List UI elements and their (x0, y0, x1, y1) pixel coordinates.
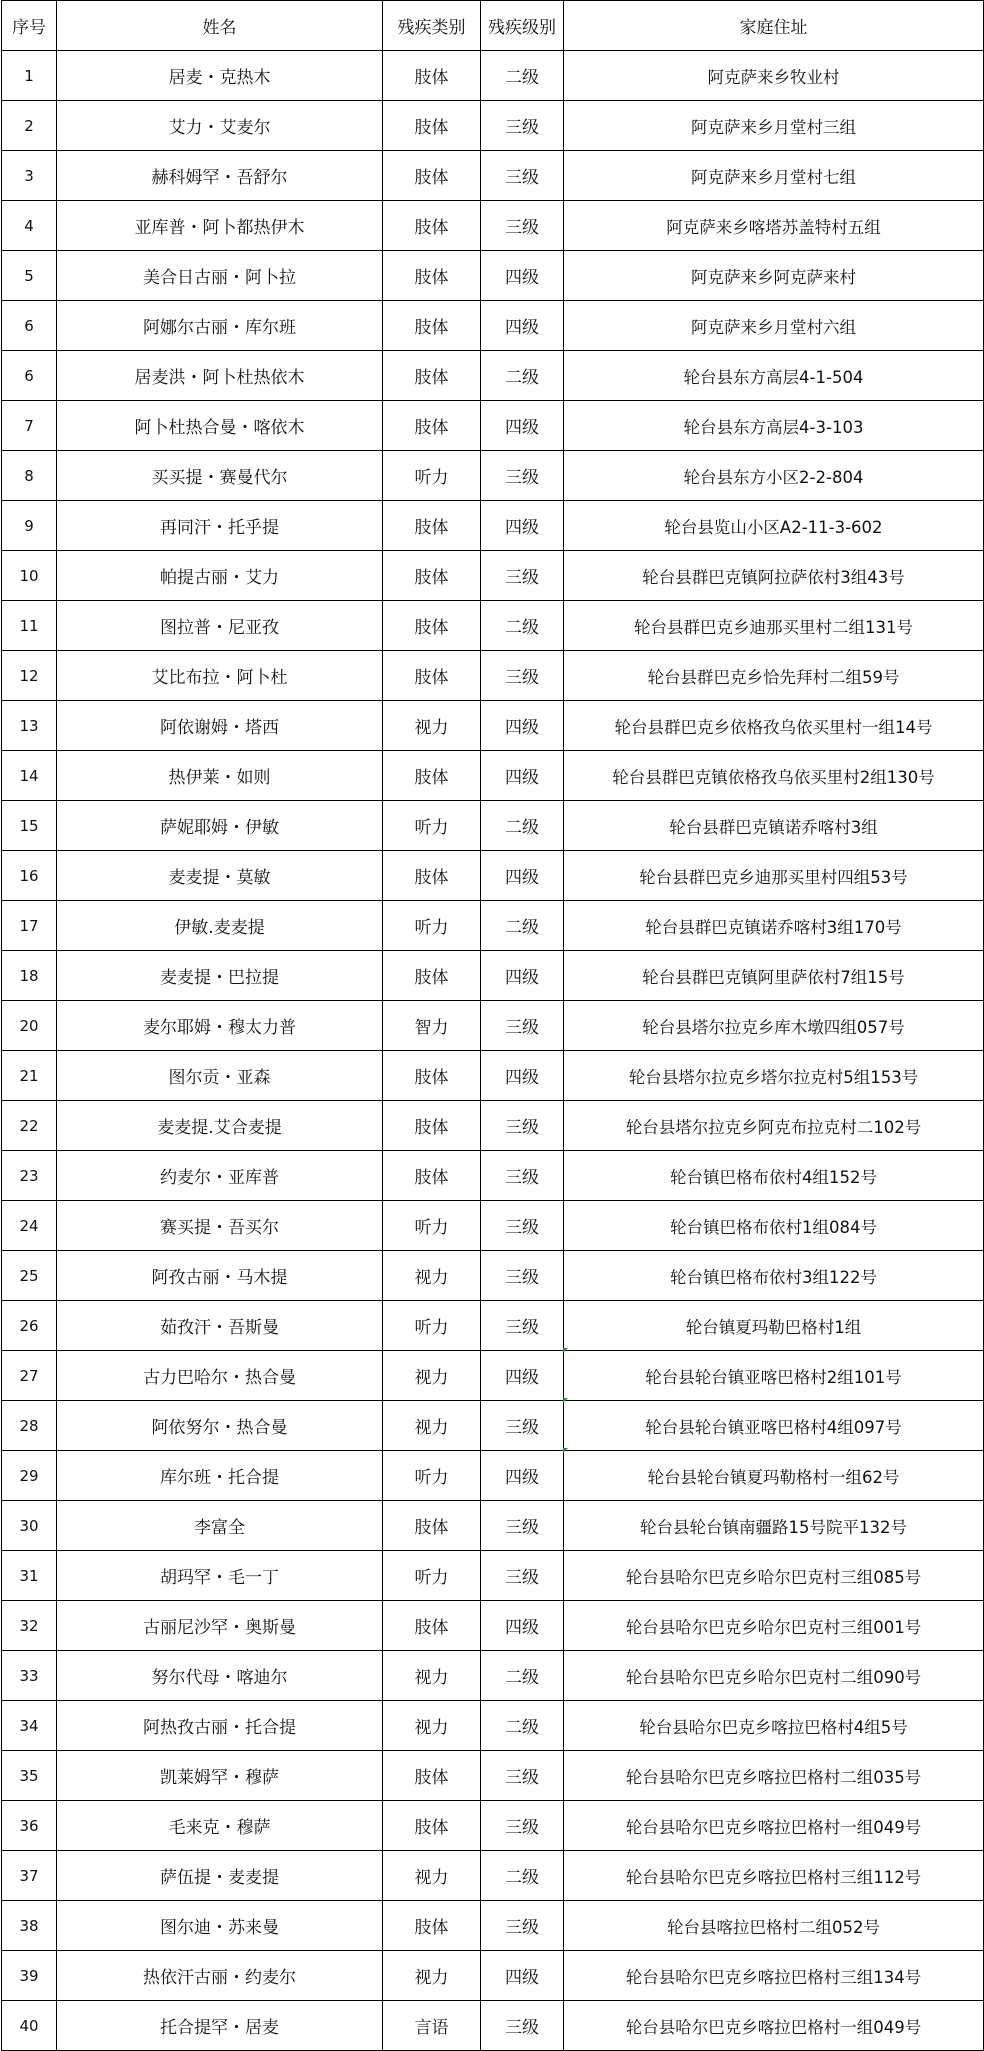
table-row (2, 351, 984, 401)
home-address-cell: 轮台县哈尔巴克乡哈尔巴克村三组001号 (564, 1601, 984, 1651)
table-row (2, 1751, 984, 1801)
disability-level-cell: 三级 (481, 1401, 564, 1451)
disability-category-cell: 肢体 (383, 1801, 481, 1851)
disability-level-cell: 二级 (481, 1701, 564, 1751)
table-row (2, 1551, 984, 1601)
name-cell: 托合提罕・居麦 (57, 2001, 383, 2051)
name-cell: 毛来克・穆萨 (57, 1801, 383, 1851)
disability-level-cell: 四级 (481, 1051, 564, 1101)
serial-number-cell: 27 (2, 1351, 57, 1401)
home-address-cell: 轮台县哈尔巴克乡喀拉巴格村二组035号 (564, 1751, 984, 1801)
name-cell: 阿依谢姆・塔西 (57, 701, 383, 751)
disability-category-cell: 肢体 (383, 951, 481, 1001)
disability-level-cell: 二级 (481, 1651, 564, 1701)
serial-number-cell: 24 (2, 1201, 57, 1251)
serial-number-cell: 12 (2, 651, 57, 701)
disability-level-cell: 二级 (481, 901, 564, 951)
home-address-cell: 轮台县喀拉巴格村二组052号 (564, 1901, 984, 1951)
disability-category-cell: 肢体 (383, 601, 481, 651)
serial-number-cell: 35 (2, 1751, 57, 1801)
serial-number-cell: 20 (2, 1001, 57, 1051)
disability-category-cell: 肢体 (383, 1601, 481, 1651)
disability-category-cell: 听力 (383, 801, 481, 851)
name-cell: 赛买提・吾买尔 (57, 1201, 383, 1251)
disability-level-cell: 二级 (481, 801, 564, 851)
serial-number-cell: 10 (2, 551, 57, 601)
home-address-cell: 轮台县塔尔拉克乡塔尔拉克村5组153号 (564, 1051, 984, 1101)
name-cell: 买买提・赛曼代尔 (57, 451, 383, 501)
disability-category-cell: 听力 (383, 901, 481, 951)
serial-number-cell: 3 (2, 151, 57, 201)
name-cell: 阿卜杜热合曼・喀依木 (57, 401, 383, 451)
home-address-cell: 阿克萨来乡喀塔苏盖特村五组 (564, 201, 984, 251)
home-address-cell: 轮台县轮台镇亚喀巴格村4组097号 (564, 1401, 984, 1451)
disability-level-cell: 四级 (481, 301, 564, 351)
serial-number-cell: 14 (2, 751, 57, 801)
disability-category-cell: 肢体 (383, 1501, 481, 1551)
disability-level-cell: 三级 (481, 1751, 564, 1801)
disability-level-cell: 二级 (481, 601, 564, 651)
disability-category-cell: 听力 (383, 1201, 481, 1251)
disability-category-cell: 肢体 (383, 351, 481, 401)
disability-roster-table (1, 0, 984, 2051)
name-cell: 阿娜尔古丽・库尔班 (57, 301, 383, 351)
disability-category-cell: 视力 (383, 1851, 481, 1901)
disability-level-cell: 四级 (481, 1351, 564, 1401)
disability-level-cell: 二级 (481, 51, 564, 101)
name-cell: 艾比布拉・阿卜杜 (57, 651, 383, 701)
disability-level-cell: 三级 (481, 551, 564, 601)
table-row (2, 151, 984, 201)
header-serial-number: 序号 (2, 1, 57, 51)
table-row (2, 251, 984, 301)
disability-level-cell: 四级 (481, 701, 564, 751)
name-cell: 阿孜古丽・马木提 (57, 1251, 383, 1301)
home-address-cell: 轮台县群巴克乡迪那买里村二组131号 (564, 601, 984, 651)
serial-number-cell: 15 (2, 801, 57, 851)
table-row (2, 1951, 984, 2001)
home-address-cell: 轮台县塔尔拉克乡库木墩四组057号 (564, 1001, 984, 1051)
disability-level-cell: 三级 (481, 101, 564, 151)
name-cell: 萨伍提・麦麦提 (57, 1851, 383, 1901)
table-row (2, 1601, 984, 1651)
disability-category-cell: 听力 (383, 451, 481, 501)
serial-number-cell: 38 (2, 1901, 57, 1951)
table-row (2, 1251, 984, 1301)
header-name: 姓名 (57, 1, 383, 51)
serial-number-cell: 39 (2, 1951, 57, 2001)
disability-level-cell: 三级 (481, 1901, 564, 1951)
serial-number-cell: 36 (2, 1801, 57, 1851)
home-address-cell: 轮台镇巴格布依村4组152号 (564, 1151, 984, 1201)
home-address-cell: 轮台县哈尔巴克乡喀拉巴格村三组112号 (564, 1851, 984, 1901)
name-cell: 亚库普・阿卜都热伊木 (57, 201, 383, 251)
disability-level-cell: 四级 (481, 951, 564, 1001)
name-cell: 帕提古丽・艾力 (57, 551, 383, 601)
name-cell: 伊敏.麦麦提 (57, 901, 383, 951)
table-row (2, 701, 984, 751)
serial-number-cell: 26 (2, 1301, 57, 1351)
table-row (2, 501, 984, 551)
serial-number-cell: 18 (2, 951, 57, 1001)
home-address-cell: 轮台县哈尔巴克乡哈尔巴克村二组090号 (564, 1651, 984, 1701)
serial-number-cell: 7 (2, 401, 57, 451)
serial-number-cell: 9 (2, 501, 57, 551)
name-cell: 胡玛罕・毛一丁 (57, 1551, 383, 1601)
table-row (2, 1301, 984, 1351)
table-row (2, 851, 984, 901)
name-cell: 热伊莱・如则 (57, 751, 383, 801)
header-disability-level: 残疾级别 (481, 1, 564, 51)
table-row (2, 1001, 984, 1051)
home-address-cell: 轮台县哈尔巴克乡喀拉巴格村三组134号 (564, 1951, 984, 2001)
disability-category-cell: 言语 (383, 2001, 481, 2051)
home-address-cell: 阿克萨来乡月堂村六组 (564, 301, 984, 351)
serial-number-cell: 37 (2, 1851, 57, 1901)
disability-level-cell: 四级 (481, 251, 564, 301)
name-cell: 古丽尼沙罕・奥斯曼 (57, 1601, 383, 1651)
table-row (2, 1501, 984, 1551)
table-row (2, 1901, 984, 1951)
serial-number-cell: 28 (2, 1401, 57, 1451)
table-row (2, 1351, 984, 1401)
name-cell: 约麦尔・亚库普 (57, 1151, 383, 1201)
name-cell: 热依汗古丽・约麦尔 (57, 1951, 383, 2001)
disability-category-cell: 肢体 (383, 1051, 481, 1101)
table-row (2, 51, 984, 101)
disability-level-cell: 三级 (481, 1501, 564, 1551)
name-cell: 麦麦提・巴拉提 (57, 951, 383, 1001)
serial-number-cell: 1 (2, 51, 57, 101)
serial-number-cell: 23 (2, 1151, 57, 1201)
disability-category-cell: 视力 (383, 1351, 481, 1401)
serial-number-cell: 21 (2, 1051, 57, 1101)
home-address-cell: 轮台县群巴克乡恰先拜村二组59号 (564, 651, 984, 701)
serial-number-cell: 31 (2, 1551, 57, 1601)
home-address-cell: 阿克萨来乡月堂村七组 (564, 151, 984, 201)
name-cell: 麦麦提・莫敏 (57, 851, 383, 901)
home-address-cell: 阿克萨来乡阿克萨来村 (564, 251, 984, 301)
table-row (2, 201, 984, 251)
name-cell: 努尔代母・喀迪尔 (57, 1651, 383, 1701)
home-address-cell: 轮台县群巴克乡依格孜乌依买里村一组14号 (564, 701, 984, 751)
disability-level-cell: 三级 (481, 201, 564, 251)
disability-category-cell: 肢体 (383, 501, 481, 551)
cell-marker-icon (563, 1348, 568, 1353)
name-cell: 阿热孜古丽・托合提 (57, 1701, 383, 1751)
disability-category-cell: 视力 (383, 1401, 481, 1451)
home-address-cell: 阿克萨来乡牧业村 (564, 51, 984, 101)
table-row (2, 1151, 984, 1201)
table-row (2, 901, 984, 951)
disability-category-cell: 肢体 (383, 551, 481, 601)
home-address-cell: 轮台县东方高层4-1-504 (564, 351, 984, 401)
home-address-cell: 轮台镇巴格布依村3组122号 (564, 1251, 984, 1301)
disability-level-cell: 四级 (481, 1451, 564, 1501)
home-address-cell: 轮台县哈尔巴克乡喀拉巴格村一组049号 (564, 1801, 984, 1851)
serial-number-cell: 32 (2, 1601, 57, 1651)
serial-number-cell: 16 (2, 851, 57, 901)
disability-level-cell: 三级 (481, 1201, 564, 1251)
name-cell: 凯莱姆罕・穆萨 (57, 1751, 383, 1801)
table-row (2, 1701, 984, 1751)
disability-level-cell: 三级 (481, 2001, 564, 2051)
header-home-address: 家庭住址 (564, 1, 984, 51)
disability-level-cell: 三级 (481, 1101, 564, 1151)
serial-number-cell: 11 (2, 601, 57, 651)
cell-marker-icon (563, 1448, 568, 1453)
disability-category-cell: 肢体 (383, 851, 481, 901)
disability-category-cell: 视力 (383, 1951, 481, 2001)
home-address-cell: 轮台县群巴克镇阿里萨依村7组15号 (564, 951, 984, 1001)
table-row (2, 401, 984, 451)
table-row (2, 1651, 984, 1701)
serial-number-cell: 4 (2, 201, 57, 251)
table-row (2, 2001, 984, 2051)
name-cell: 李富全 (57, 1501, 383, 1551)
name-cell: 阿依努尔・热合曼 (57, 1401, 383, 1451)
name-cell: 赫科姆罕・吾舒尔 (57, 151, 383, 201)
disability-level-cell: 三级 (481, 1301, 564, 1351)
table-row (2, 301, 984, 351)
disability-category-cell: 听力 (383, 1551, 481, 1601)
disability-level-cell: 三级 (481, 1151, 564, 1201)
home-address-cell: 轮台县群巴克镇依格孜乌依买里村2组130号 (564, 751, 984, 801)
disability-category-cell: 肢体 (383, 251, 481, 301)
name-cell: 再同汗・托乎提 (57, 501, 383, 551)
home-address-cell: 轮台县轮台镇夏玛勒格村一组62号 (564, 1451, 984, 1501)
serial-number-cell: 6 (2, 301, 57, 351)
serial-number-cell: 30 (2, 1501, 57, 1551)
home-address-cell: 轮台县哈尔巴克乡哈尔巴克村三组085号 (564, 1551, 984, 1601)
disability-level-cell: 三级 (481, 1801, 564, 1851)
table-row (2, 1801, 984, 1851)
disability-category-cell: 肢体 (383, 101, 481, 151)
disability-category-cell: 肢体 (383, 1101, 481, 1151)
home-address-cell: 轮台镇巴格布依村1组084号 (564, 1201, 984, 1251)
disability-level-cell: 四级 (481, 851, 564, 901)
name-cell: 艾力・艾麦尔 (57, 101, 383, 151)
serial-number-cell: 34 (2, 1701, 57, 1751)
home-address-cell: 轮台县览山小区A2-11-3-602 (564, 501, 984, 551)
disability-category-cell: 智力 (383, 1001, 481, 1051)
table-row (2, 751, 984, 801)
name-cell: 麦麦提.艾合麦提 (57, 1101, 383, 1151)
disability-category-cell: 肢体 (383, 51, 481, 101)
disability-category-cell: 肢体 (383, 201, 481, 251)
disability-category-cell: 听力 (383, 1451, 481, 1501)
home-address-cell: 轮台县东方小区2-2-804 (564, 451, 984, 501)
disability-category-cell: 视力 (383, 1701, 481, 1751)
disability-category-cell: 肢体 (383, 301, 481, 351)
serial-number-cell: 13 (2, 701, 57, 751)
name-cell: 萨妮耶姆・伊敏 (57, 801, 383, 851)
disability-level-cell: 四级 (481, 401, 564, 451)
table-row (2, 1451, 984, 1501)
disability-category-cell: 肢体 (383, 1901, 481, 1951)
name-cell: 茹孜汗・吾斯曼 (57, 1301, 383, 1351)
name-cell: 居麦洪・阿卜杜热依木 (57, 351, 383, 401)
disability-level-cell: 四级 (481, 1951, 564, 2001)
name-cell: 图拉普・尼亚孜 (57, 601, 383, 651)
disability-level-cell: 三级 (481, 1551, 564, 1601)
table-row (2, 951, 984, 1001)
serial-number-cell: 2 (2, 101, 57, 151)
disability-category-cell: 视力 (383, 1651, 481, 1701)
home-address-cell: 轮台县群巴克镇诺乔喀村3组 (564, 801, 984, 851)
name-cell: 古力巴哈尔・热合曼 (57, 1351, 383, 1401)
header-row (2, 1, 984, 51)
disability-level-cell: 三级 (481, 151, 564, 201)
home-address-cell: 轮台县群巴克乡迪那买里村四组53号 (564, 851, 984, 901)
disability-category-cell: 听力 (383, 1301, 481, 1351)
disability-level-cell: 四级 (481, 1601, 564, 1651)
table-row (2, 801, 984, 851)
cell-marker-icon (563, 1398, 568, 1403)
serial-number-cell: 8 (2, 451, 57, 501)
disability-category-cell: 肢体 (383, 651, 481, 701)
disability-level-cell: 三级 (481, 451, 564, 501)
serial-number-cell: 25 (2, 1251, 57, 1301)
table-row (2, 451, 984, 501)
home-address-cell: 轮台县东方高层4-3-103 (564, 401, 984, 451)
table-row (2, 1051, 984, 1101)
serial-number-cell: 29 (2, 1451, 57, 1501)
serial-number-cell: 33 (2, 1651, 57, 1701)
serial-number-cell: 17 (2, 901, 57, 951)
table-row (2, 551, 984, 601)
serial-number-cell: 40 (2, 2001, 57, 2051)
disability-level-cell: 三级 (481, 651, 564, 701)
disability-level-cell: 三级 (481, 1001, 564, 1051)
disability-category-cell: 视力 (383, 1251, 481, 1301)
home-address-cell: 轮台县群巴克镇诺乔喀村3组170号 (564, 901, 984, 951)
home-address-cell: 轮台县轮台镇南疆路15号院平132号 (564, 1501, 984, 1551)
disability-level-cell: 四级 (481, 751, 564, 801)
disability-category-cell: 肢体 (383, 1151, 481, 1201)
table-row (2, 1401, 984, 1451)
name-cell: 图尔迪・苏来曼 (57, 1901, 383, 1951)
home-address-cell: 轮台镇夏玛勒巴格村1组 (564, 1301, 984, 1351)
disability-category-cell: 肢体 (383, 401, 481, 451)
name-cell: 库尔班・托合提 (57, 1451, 383, 1501)
disability-category-cell: 肢体 (383, 751, 481, 801)
home-address-cell: 轮台县轮台镇亚喀巴格村2组101号 (564, 1351, 984, 1401)
name-cell: 图尔贡・亚森 (57, 1051, 383, 1101)
header-disability-category: 残疾类别 (383, 1, 481, 51)
home-address-cell: 轮台县哈尔巴克乡喀拉巴格村4组5号 (564, 1701, 984, 1751)
table-row (2, 101, 984, 151)
disability-level-cell: 三级 (481, 1251, 564, 1301)
name-cell: 居麦・克热木 (57, 51, 383, 101)
disability-level-cell: 四级 (481, 501, 564, 551)
disability-category-cell: 视力 (383, 701, 481, 751)
serial-number-cell: 6 (2, 351, 57, 401)
table-row (2, 1201, 984, 1251)
serial-number-cell: 5 (2, 251, 57, 301)
table-row (2, 651, 984, 701)
table-row (2, 601, 984, 651)
home-address-cell: 轮台县塔尔拉克乡阿克布拉克村二102号 (564, 1101, 984, 1151)
name-cell: 美合日古丽・阿卜拉 (57, 251, 383, 301)
serial-number-cell: 22 (2, 1101, 57, 1151)
table-row (2, 1101, 984, 1151)
home-address-cell: 轮台县群巴克镇阿拉萨依村3组43号 (564, 551, 984, 601)
home-address-cell: 轮台县哈尔巴克乡喀拉巴格村一组049号 (564, 2001, 984, 2051)
name-cell: 麦尔耶姆・穆太力普 (57, 1001, 383, 1051)
home-address-cell: 阿克萨来乡月堂村三组 (564, 101, 984, 151)
table-row (2, 1851, 984, 1901)
disability-category-cell: 肢体 (383, 1751, 481, 1801)
disability-level-cell: 二级 (481, 1851, 564, 1901)
disability-category-cell: 肢体 (383, 151, 481, 201)
table-body (2, 51, 984, 2051)
disability-level-cell: 二级 (481, 351, 564, 401)
